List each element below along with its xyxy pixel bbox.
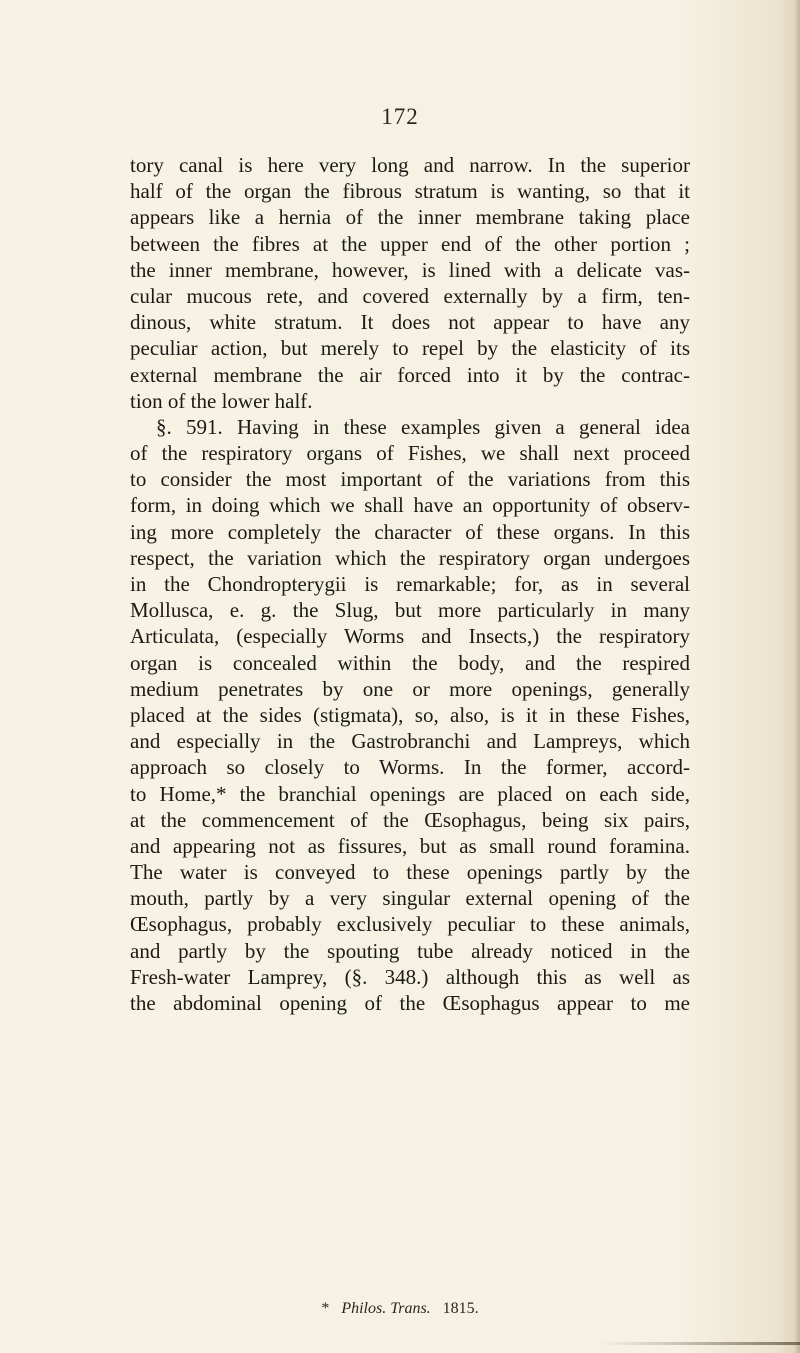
body-text (130, 152, 690, 1016)
text-line: the abdominal opening of the Œsophagus appear to me (130, 991, 690, 1015)
text-line: dinous, white stratum. It does not appear to have any (130, 310, 690, 335)
text-line: organ is concealed within the body, and the respired (130, 650, 690, 675)
text-line: mouth, partly by a very singular external opening of the (130, 886, 690, 911)
text-line: the inner membrane, however, is lined with a delicate vas- (130, 257, 690, 282)
text-line: and appearing not as fissures, but as small round foramina. (130, 833, 690, 858)
paragraph-start-line: §. 591. Having in these examples given a general idea (156, 414, 690, 439)
page-number: 172 (381, 104, 419, 129)
text-line: half of the organ the fibrous stratum is wanting, so that it (130, 179, 690, 204)
text-line: external membrane the air forced into it by the contrac- (130, 362, 690, 387)
text-line: tion of the lower half. (130, 388, 313, 413)
text-line: form, in doing which we shall have an opportunity of observ- (130, 493, 690, 518)
text-line: tory canal is here very long and narrow. In the superior (130, 153, 690, 177)
text-line: and partly by the spouting tube already noticed in the (130, 938, 690, 963)
text-line: placed at the sides (stigmata), so, also, is it in these Fishes, (130, 702, 690, 727)
text-line: and especially in the Gastrobranchi and Lampreys, which (130, 729, 690, 754)
page-edge-shadow (794, 0, 800, 1353)
text-line: of the respiratory organs of Fishes, we shall next proceed (130, 441, 690, 466)
footnote-source: Philos. Trans. (341, 1300, 431, 1317)
text-line: ing more completely the character of these organs. In this (130, 519, 690, 544)
text-line: cular mucous rete, and covered externally by a firm, ten- (130, 283, 690, 308)
text-line: peculiar action, but merely to repel by the elasticity of its (130, 336, 690, 361)
text-line: The water is conveyed to these openings partly by the (130, 860, 690, 885)
text-line: Mollusca, e. g. the Slug, but more particularly in many (130, 598, 690, 623)
text-line: Fresh-water Lamprey, (§. 348.) although this as well as (130, 964, 690, 989)
text-line: in the Chondropterygii is remarkable; for, as in several (130, 572, 690, 596)
text-line: appears like a hernia of the inner membrane taking place (130, 205, 690, 230)
footnote (0, 1300, 800, 1318)
text-line: between the fibres at the upper end of the other portion ; (130, 231, 690, 256)
footnote-marker: * (321, 1300, 330, 1317)
text-line: respect, the variation which the respiratory organ undergoes (130, 545, 690, 570)
text-line: approach so closely to Worms. In the former, accord- (130, 755, 690, 780)
text-line: Articulata, (especially Worms and Insects,) the respiratory (130, 624, 690, 649)
text-line: Œsophagus, probably exclusively peculiar to these animals, (130, 912, 690, 937)
text-line: to Home,* the branchial openings are placed on each side, (130, 781, 690, 806)
bottom-edge-line (600, 1342, 800, 1345)
footnote-year: 1815. (442, 1300, 479, 1317)
text-line: at the commencement of the Œsophagus, being six pairs, (130, 807, 690, 832)
text-line: to consider the most important of the variations from this (130, 467, 690, 492)
text-line: medium penetrates by one or more openings, generally (130, 676, 690, 701)
